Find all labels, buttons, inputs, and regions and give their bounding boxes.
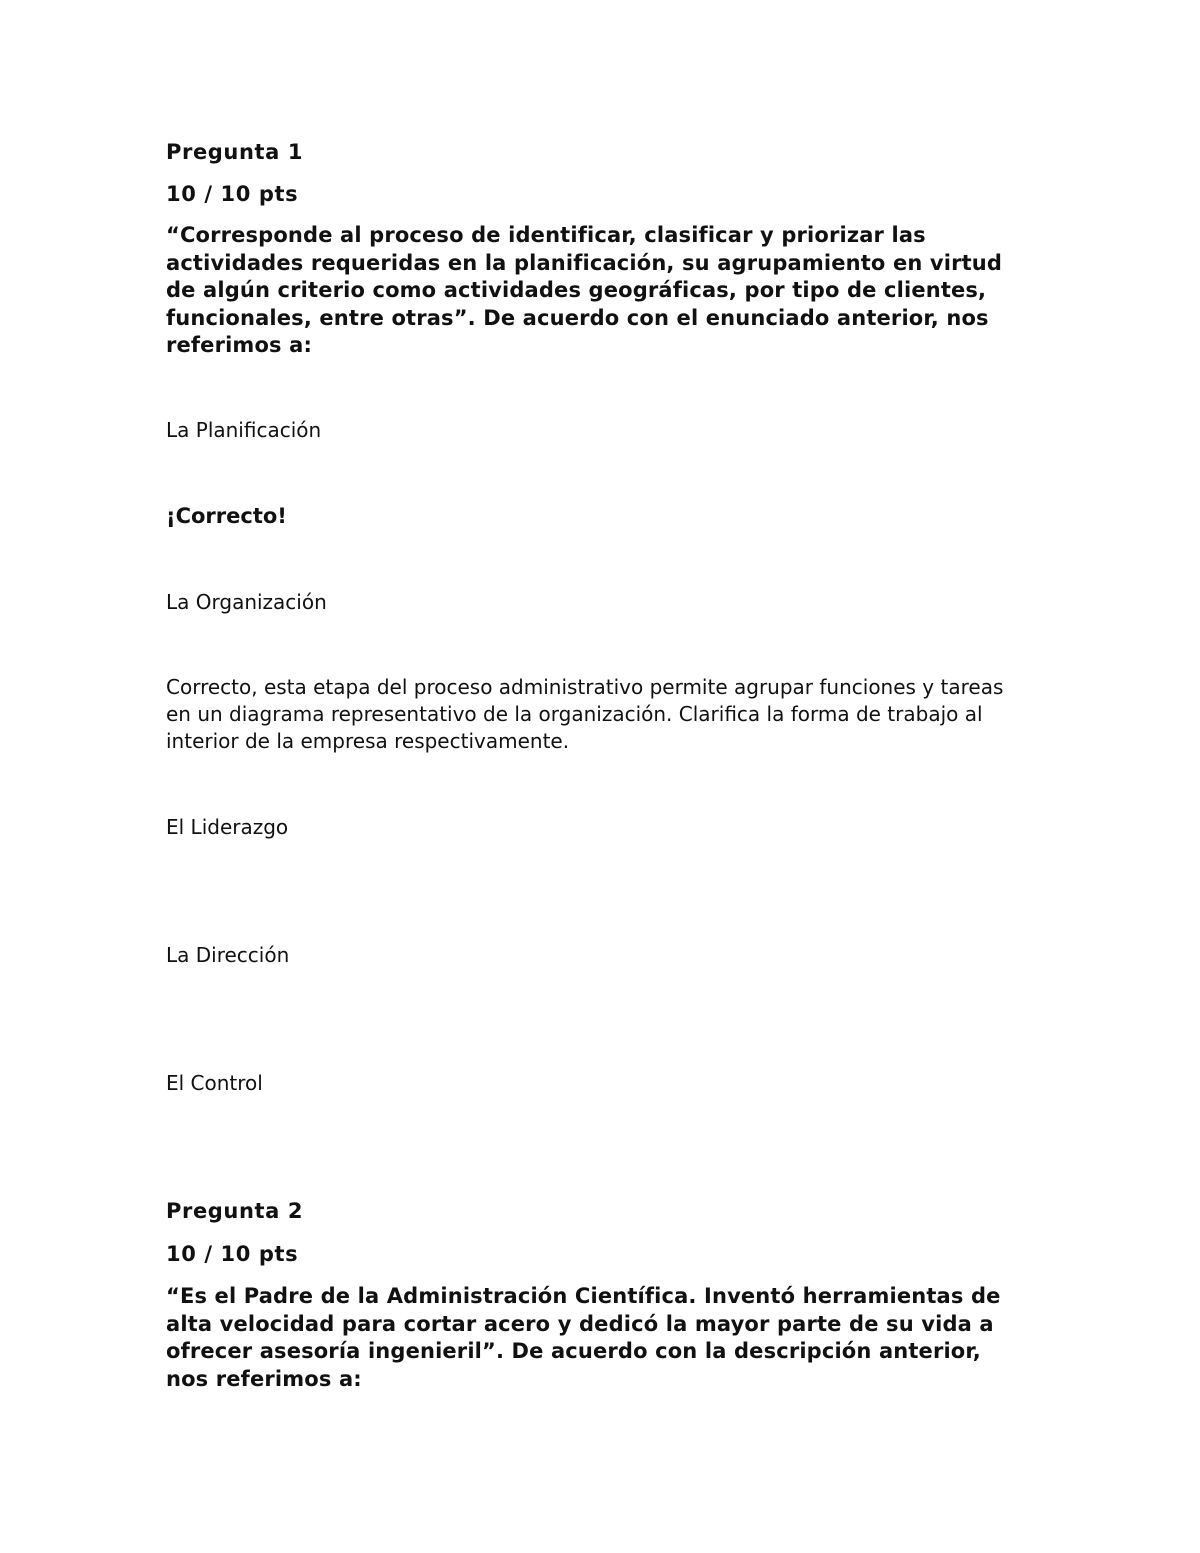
question-1-option-5[interactable]: El Control <box>166 1071 263 1095</box>
question-1-option-2[interactable]: La Organización <box>166 590 327 614</box>
question-1-option-4[interactable]: La Dirección <box>166 943 290 967</box>
question-2-score: 10 / 10 pts <box>166 1242 299 1266</box>
question-1-option-1[interactable]: La Planificación <box>166 418 322 442</box>
question-2-text: “Es el Padre de la Administración Científica. Inventó herramientas de alta velocidad para cortar acero y dedicó la mayor parte de su vida a ofrecer asesoría ingenieril”. De acuerdo con la descripción anterior, nos referimos a: <box>166 1284 1001 1391</box>
question-2-title: Pregunta 2 <box>166 1199 304 1223</box>
question-1-result-label: ¡Correcto! <box>166 504 287 528</box>
question-1-text: “Corresponde al proceso de identificar, clasificar y priorizar las actividades requeridas en la planificación, su agrupamiento en virtud de algún criterio como actividades geográficas, por tipo de clientes, funcionales, entre otras”. De acuerdo con el enunciado anterior, nos referimos a: <box>166 223 1003 358</box>
question-1-option-3[interactable]: El Liderazgo <box>166 815 289 839</box>
question-1-title: Pregunta 1 <box>166 140 304 164</box>
question-1-feedback: Correcto, esta etapa del proceso administrativo permite agrupar funciones y tareas en un diagrama representativo de la organización. Clarifica la forma de trabajo al interior de la empresa respectivamente. <box>166 675 1004 753</box>
question-1-score: 10 / 10 pts <box>166 182 299 206</box>
